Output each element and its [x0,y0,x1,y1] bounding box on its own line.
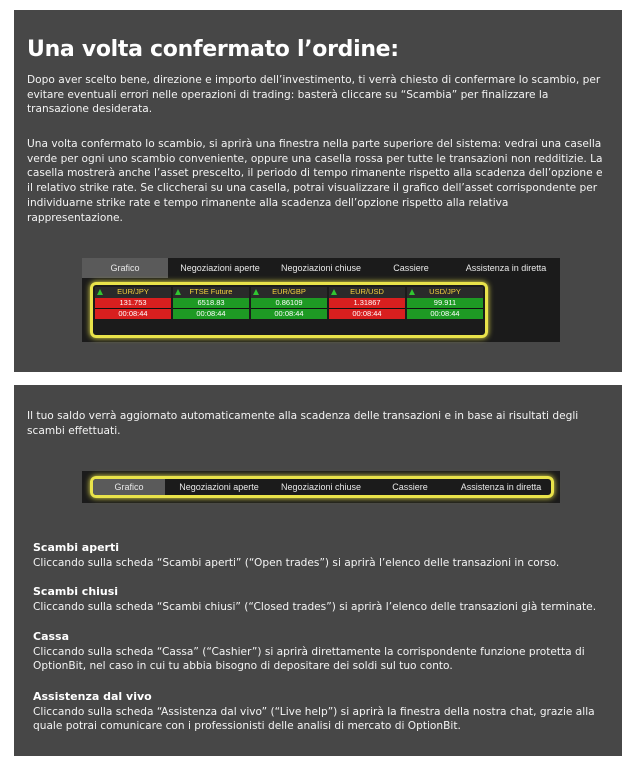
section-cassa [33,630,608,674]
bottom-panel [14,385,622,756]
section-heading: Assistenza dal vivo [33,690,152,703]
up-arrow-icon [175,289,181,295]
tab-negoziazioni-aperte[interactable]: Negoziazioni aperte [179,482,259,492]
tab-grafico[interactable]: Grafico [82,258,168,278]
trade-value: 6518.83 [173,298,249,309]
section-heading: Scambi aperti [33,541,120,554]
trade-asset: EUR/JPY [95,287,171,298]
highlighted-tab-bar [82,471,560,503]
tabs-highlight [90,476,554,498]
balance-paragraph: Il tuo saldo verrà aggiornato automaticamente alla scadenza delle transazioni e in base ai risultati degli scambi effettuati. [27,410,579,437]
trades-highlight [90,282,488,338]
section-text: Cliccando sulla scheda “Scambi chiusi” (“Closed trades”) si aprirà l’elenco delle transazioni già terminate. [33,600,597,613]
trade-value: 1.31867 [329,298,405,309]
section-scambi-aperti [33,541,608,570]
section-heading: Cassa [33,630,70,643]
up-arrow-icon [331,289,337,295]
trade-asset: FTSE Future [173,287,249,298]
trade-time: 00:08:44 [407,308,483,319]
trade-value: 99.911 [407,298,483,309]
up-arrow-icon [97,289,103,295]
trade-value: 131.753 [95,298,171,309]
trade-time: 00:08:44 [95,308,171,319]
trade-card[interactable] [173,287,249,333]
trade-time: 00:08:44 [251,308,327,319]
trade-time: 00:08:44 [329,308,405,319]
section-assistenza [33,690,608,734]
tab-negoziazioni-aperte[interactable]: Negoziazioni aperte [180,263,260,273]
top-panel [14,10,622,372]
trading-tab-bar [82,258,560,278]
trade-asset: USD/JPY [407,287,483,298]
trade-asset: EUR/USD [329,287,405,298]
section-text: Cliccando sulla scheda “Cassa” (“Cashier”) si aprirà direttamente la corrispondente funzione protetta di OptionBit, nel caso in cui tu abbia bisogno di depositare dei soldi sul tuo conto. [33,645,585,673]
detail-paragraph: Una volta confermato lo scambio, si aprirà una finestra nella parte superiore del sistema: vedrai una casella verde per ogni uno scambio conveniente, oppure una casella rossa per tutte le transazioni non redditizie. La casella mostrerà anche l’asset prescelto, il periodo di tempo rimanente rispetto alla scadenza dell’opzione e il relativo strike rate. Se cliccherai su una casella, potrai visualizzare il grafico dell’asset corrispondente per individuarne strike rate e tempo rimanente alla scadenza dell’opzione rispetto alla relativa rappresentazione. [27,138,603,224]
up-arrow-icon [409,289,415,295]
section-scambi-chiusi [33,585,608,614]
intro-paragraph: Dopo aver scelto bene, direzione e importo dell’investimento, ti verrà chiesto di confermare lo scambio, per evitare eventuali errori nelle operazioni di trading: basterà cliccare su “Scambia” per finalizzare la transazione desiderata. [27,74,601,116]
section-heading: Scambi chiusi [33,585,119,598]
trade-value: 0.86109 [251,298,327,309]
trades-strip [82,278,560,342]
tab-cassiere[interactable]: Cassiere [393,263,429,273]
trade-card[interactable] [329,287,405,333]
trade-card[interactable] [407,287,483,333]
tab-negoziazioni-chiuse[interactable]: Negoziazioni chiuse [280,263,362,273]
tab-assistenza[interactable]: Assistenza in diretta [465,263,547,273]
section-text: Cliccando sulla scheda “Scambi aperti” (“Open trades”) si aprirà l’elenco delle transazioni in corso. [33,556,560,569]
tab-grafico[interactable]: Grafico [93,479,165,495]
page-title: Una volta confermato l’ordine: [27,37,399,62]
tab-negoziazioni-chiuse[interactable]: Negoziazioni chiuse [280,482,362,492]
tab-cassiere[interactable]: Cassiere [392,482,428,492]
up-arrow-icon [253,289,259,295]
tab-assistenza[interactable]: Assistenza in diretta [460,482,542,492]
trade-asset: EUR/GBP [251,287,327,298]
trade-card[interactable] [95,287,171,333]
trade-card[interactable] [251,287,327,333]
section-text: Cliccando sulla scheda “Assistenza dal vivo” (“Live help”) si aprirà la finestra della nostra chat, grazie alla quale potrai comunicare con i professionisti delle analisi di mercato di OptionBit. [33,705,595,733]
trade-time: 00:08:44 [173,308,249,319]
